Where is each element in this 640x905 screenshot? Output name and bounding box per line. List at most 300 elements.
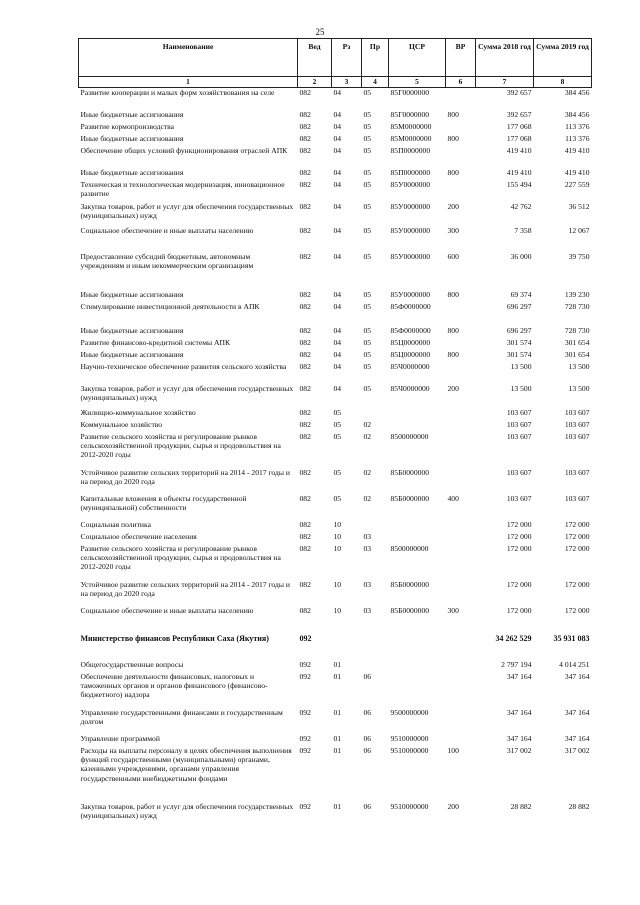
cell-rz: 04: [333, 301, 342, 311]
cell-name: Закупка товаров, работ и услуг для обеспечения государственных (муниципальных) нужд: [80, 801, 294, 820]
cell-sum-2019: 172 000: [564, 519, 590, 529]
cell-vr: [446, 338, 476, 350]
cell-vr: [446, 362, 476, 384]
header-sum-2019: Сумма 2019 год: [534, 39, 592, 77]
table-row: [79, 350, 592, 362]
cell-sum-2018: 172 000: [506, 579, 532, 589]
header-ved: Вед: [298, 39, 332, 77]
cell-csr: 85Б0000000: [390, 605, 430, 615]
cell-vr: 200: [447, 201, 459, 211]
cell-sum-2019: 172 000: [564, 579, 590, 589]
cell-name: Научно-техническое обеспечение развития сельского хозяйства: [80, 361, 287, 371]
cell-vr: 300: [447, 605, 459, 615]
cell-ved: 082: [299, 407, 311, 417]
cell-csr: 85Ц0000000: [390, 337, 431, 347]
cell-vr: [446, 544, 476, 580]
cell-pr: 02: [363, 431, 372, 441]
cell-ved: 082: [299, 109, 311, 119]
cell-sum-2019: 12 067: [568, 225, 590, 235]
cell-name: Капитальные вложения в объекты государственной (муниципальной) собственности: [80, 493, 247, 512]
cell-sum-2018: 392 657: [506, 88, 532, 97]
cell-name: Жилищно-коммунальное хозяйство: [80, 407, 196, 417]
cell-sum-2019: 347 164: [564, 733, 590, 743]
cell-name: Устойчивое развитие сельских территорий на 2014 - 2017 годы и на период до 2020 года: [80, 467, 290, 486]
cell-pr: 06: [363, 801, 372, 811]
cell-rz: 04: [333, 121, 342, 131]
header-number: 5: [389, 77, 446, 88]
cell-rz: 04: [333, 337, 342, 347]
table-row: [79, 384, 592, 408]
cell-csr: 9510000000: [390, 733, 429, 743]
cell-sum-2019: 172 000: [564, 531, 590, 541]
cell-rz: 04: [333, 109, 342, 119]
table-row: [79, 134, 592, 146]
cell-vr: [446, 708, 476, 734]
cell-rz: 05: [333, 431, 342, 441]
cell-vr: [446, 122, 476, 134]
cell-name: Обеспечение деятельности финансовых, налоговых и таможенных органов и органов финансового (финансово-бюджетного) надзора: [80, 671, 268, 700]
cell-pr: 02: [363, 493, 372, 503]
table-row: [79, 580, 592, 606]
cell-rz: [332, 634, 362, 660]
cell-sum-2018: 347 164: [506, 733, 532, 743]
table-row: [79, 122, 592, 134]
cell-sum-2018: 177 068: [506, 121, 532, 131]
cell-sum-2019: 28 882: [568, 801, 590, 811]
cell-sum-2018: 347 164: [506, 707, 532, 717]
cell-vr: [446, 302, 476, 326]
cell-csr: 85П0000000: [390, 167, 431, 177]
cell-pr: 02: [363, 419, 372, 429]
cell-name: Развитие кормопроизводства: [80, 121, 175, 131]
cell-rz: 05: [333, 467, 342, 477]
cell-pr: 05: [363, 88, 372, 97]
cell-pr: 06: [363, 733, 372, 743]
cell-ved: 092: [299, 801, 311, 811]
header-number: 3: [332, 77, 362, 88]
cell-sum-2018: 103 607: [506, 419, 532, 429]
cell-csr: [389, 408, 446, 420]
cell-pr: 06: [363, 671, 372, 681]
cell-vr: [446, 660, 476, 672]
cell-name: Управление государственными финансами и государственным долгом: [80, 707, 283, 726]
table-row: [79, 468, 592, 494]
header-number: 8: [534, 77, 592, 88]
cell-pr: 05: [363, 225, 372, 235]
cell-rz: 04: [333, 325, 342, 335]
cell-csr: 85Г0000000: [390, 109, 430, 119]
cell-ved: 082: [299, 225, 311, 235]
cell-name: Социальное обеспечение и иные выплаты населению: [80, 225, 254, 235]
cell-name: Иные бюджетные ассигнования: [80, 167, 184, 177]
cell-sum-2018: 103 607: [506, 431, 532, 441]
cell-vr: 400: [447, 493, 459, 503]
table-row: [79, 532, 592, 544]
cell-sum-2019: 227 559: [564, 179, 590, 189]
cell-sum-2019: 36 512: [568, 201, 590, 211]
cell-ved: 082: [299, 301, 311, 311]
table-row: [79, 672, 592, 708]
table-row: [79, 302, 592, 326]
cell-vr: [446, 146, 476, 168]
cell-sum-2018: 172 000: [506, 531, 532, 541]
cell-sum-2019: 347 164: [564, 671, 590, 681]
cell-pr: 05: [363, 121, 372, 131]
cell-ved: 082: [299, 349, 311, 359]
cell-sum-2019: 384 456: [564, 109, 590, 119]
table-row: [79, 180, 592, 202]
cell-ved: 082: [299, 325, 311, 335]
cell-pr: 05: [363, 301, 372, 311]
cell-name: Стимулирование инвестиционной деятельности в АПК: [80, 301, 260, 311]
table-header-row: [79, 39, 592, 77]
cell-ved: 092: [299, 707, 311, 717]
table-row: [79, 252, 592, 290]
cell-ved: 082: [299, 531, 311, 541]
cell-name: Закупка товаров, работ и услуг для обеспечения государственных (муниципальных) нужд: [80, 383, 294, 402]
cell-name: Управление программой: [80, 733, 160, 743]
cell-rz: 04: [333, 133, 342, 143]
table-row: [79, 408, 592, 420]
cell-csr: [389, 672, 446, 708]
table-row: [79, 660, 592, 672]
cell-sum-2019: 301 654: [564, 337, 590, 347]
cell-sum-2019: 728 730: [564, 301, 590, 311]
cell-name: Социальная политика: [80, 519, 151, 529]
cell-name: Расходы на выплаты персоналу в целях обеспечения выполнения функций государственными (муниципальными) органами, казенными учреждениями, органами управления государственными внебюджетными фондами: [80, 745, 292, 783]
cell-pr: [362, 408, 389, 420]
cell-csr: 85Ф0000000: [390, 301, 431, 311]
cell-sum-2018: 103 607: [506, 493, 532, 503]
cell-vr: 100: [447, 745, 459, 755]
cell-csr: 85У0000000: [390, 179, 431, 189]
cell-sum-2019: 35 931 083: [553, 633, 590, 643]
cell-ved: 082: [299, 579, 311, 589]
cell-ved: 082: [299, 251, 311, 261]
cell-sum-2018: 301 574: [506, 337, 532, 347]
cell-sum-2019: 4 014 251: [559, 659, 590, 669]
cell-ved: 082: [299, 493, 311, 503]
cell-sum-2019: 39 750: [568, 251, 590, 261]
cell-rz: 04: [333, 349, 342, 359]
cell-csr: 85Б0000000: [390, 493, 430, 503]
cell-name: Устойчивое развитие сельских территорий на 2014 - 2017 годы и на период до 2020 года: [80, 579, 290, 598]
cell-name: Иные бюджетные ассигнования: [80, 109, 184, 119]
cell-ved: 082: [299, 121, 311, 131]
table-body: [79, 88, 592, 826]
cell-rz: 04: [333, 289, 342, 299]
cell-csr: 85М0000000: [390, 121, 432, 131]
cell-vr: [446, 634, 476, 660]
cell-csr: 85Ц0000000: [390, 349, 431, 359]
cell-vr: 800: [447, 289, 459, 299]
cell-csr: 85У0000000: [390, 201, 431, 211]
cell-sum-2019: 13 500: [568, 361, 590, 371]
cell-name: Развитие кооперации и малых форм хозяйствования на селе: [80, 88, 275, 97]
cell-vr: 300: [447, 225, 459, 235]
cell-sum-2019: 103 607: [564, 419, 590, 429]
table-row: [79, 802, 592, 826]
cell-rz: 04: [333, 167, 342, 177]
cell-name: Техническая и технологическая модернизация, инновационное развитие: [80, 179, 285, 198]
cell-name: Закупка товаров, работ и услуг для обеспечения государственных (муниципальных) нужд: [80, 201, 294, 220]
cell-vr: 600: [447, 251, 459, 261]
cell-vr: 800: [447, 133, 459, 143]
header-number: 7: [476, 77, 534, 88]
cell-ved: 082: [299, 467, 311, 477]
cell-vr: [446, 432, 476, 468]
cell-rz: 05: [333, 407, 342, 417]
table-row: [79, 326, 592, 338]
cell-sum-2019: 103 607: [564, 493, 590, 503]
cell-ved: 082: [299, 361, 311, 371]
cell-rz: 10: [333, 519, 342, 529]
cell-name: Иные бюджетные ассигнования: [80, 289, 184, 299]
cell-sum-2018: 42 762: [510, 201, 532, 211]
cell-pr: 03: [363, 579, 372, 589]
cell-vr: [446, 520, 476, 532]
cell-rz: 04: [333, 179, 342, 189]
cell-pr: 05: [363, 145, 372, 155]
cell-vr: [446, 580, 476, 606]
cell-pr: 05: [363, 133, 372, 143]
cell-sum-2018: 7 358: [514, 225, 532, 235]
cell-ved: 082: [299, 383, 311, 393]
cell-csr: 8500000000: [390, 431, 429, 441]
cell-rz: 01: [333, 671, 342, 681]
cell-csr: 85Г0000000: [390, 88, 430, 97]
cell-vr: [446, 532, 476, 544]
cell-vr: [446, 420, 476, 432]
cell-csr: [389, 420, 446, 432]
cell-sum-2018: 34 262 529: [495, 633, 532, 643]
cell-sum-2018: 13 500: [510, 361, 532, 371]
cell-sum-2019: 103 607: [564, 431, 590, 441]
cell-name: Иные бюджетные ассигнования: [80, 133, 184, 143]
table-row: [79, 432, 592, 468]
cell-ved: 082: [299, 605, 311, 615]
cell-sum-2019: 113 376: [565, 121, 590, 131]
cell-rz: 04: [333, 383, 342, 393]
cell-ved: 082: [299, 543, 311, 553]
cell-sum-2019: 172 000: [564, 543, 590, 553]
cell-ved: 092: [299, 671, 311, 681]
cell-rz: 04: [333, 88, 342, 97]
cell-csr: 85Ч0000000: [390, 383, 430, 393]
cell-name: Социальное обеспечение и иные выплаты населению: [80, 605, 254, 615]
cell-sum-2019: 317 002: [564, 745, 590, 755]
cell-vr: [446, 88, 476, 110]
cell-sum-2018: 28 882: [510, 801, 532, 811]
cell-ved: 092: [299, 733, 311, 743]
cell-ved: 082: [299, 519, 311, 529]
cell-rz: 04: [333, 251, 342, 261]
cell-vr: 800: [447, 167, 459, 177]
table-row: [79, 520, 592, 532]
cell-sum-2019: 384 456: [564, 88, 590, 97]
cell-rz: 10: [333, 543, 342, 553]
cell-sum-2018: 103 607: [506, 467, 532, 477]
table-row: [79, 88, 592, 110]
cell-rz: 04: [333, 145, 342, 155]
cell-rz: 05: [333, 419, 342, 429]
header-number: 6: [446, 77, 476, 88]
cell-sum-2018: 103 607: [506, 407, 532, 417]
cell-pr: 05: [363, 251, 372, 261]
cell-ved: 082: [299, 88, 311, 97]
cell-csr: 85Б0000000: [390, 467, 430, 477]
cell-sum-2018: 696 297: [506, 325, 532, 335]
table-row: [79, 544, 592, 580]
cell-sum-2018: 2 797 194: [501, 659, 532, 669]
cell-rz: 01: [333, 707, 342, 717]
cell-rz: 04: [333, 225, 342, 235]
cell-ved: 082: [299, 133, 311, 143]
table-row: [79, 110, 592, 122]
cell-sum-2019: 139 230: [564, 289, 590, 299]
cell-sum-2019: 301 654: [564, 349, 590, 359]
cell-name: Развитие финансово-кредитной системы АПК: [80, 337, 231, 347]
cell-pr: 05: [363, 349, 372, 359]
header-csr: ЦСР: [389, 39, 446, 77]
cell-pr: 05: [363, 289, 372, 299]
cell-csr: 9510000000: [390, 745, 429, 755]
cell-sum-2019: 113 376: [565, 133, 590, 143]
cell-sum-2018: 419 410: [506, 167, 532, 177]
cell-ved: 082: [299, 431, 311, 441]
cell-csr: [389, 660, 446, 672]
cell-pr: 06: [363, 707, 372, 717]
cell-ved: 092: [299, 659, 311, 669]
cell-rz: 05: [333, 493, 342, 503]
cell-vr: [446, 468, 476, 494]
cell-ved: 082: [299, 179, 311, 189]
cell-name: Предоставление субсидий бюджетным, автономным учреждениям и иным некоммерческим организациям: [80, 251, 254, 270]
cell-sum-2019: 103 607: [564, 467, 590, 477]
cell-ved: 082: [299, 419, 311, 429]
header-sum-2018: Сумма 2018 год: [476, 39, 534, 77]
cell-pr: 05: [363, 337, 372, 347]
cell-rz: 04: [333, 361, 342, 371]
header-number: 4: [362, 77, 389, 88]
cell-name: Общегосударственные вопросы: [80, 659, 184, 669]
cell-rz: 10: [333, 531, 342, 541]
cell-vr: 800: [447, 109, 459, 119]
cell-name: Социальное обеспечение населения: [80, 531, 197, 541]
cell-vr: 200: [447, 383, 459, 393]
table-row: [79, 420, 592, 432]
cell-rz: 01: [333, 733, 342, 743]
cell-pr: [362, 634, 389, 660]
cell-csr: 85У0000000: [390, 225, 431, 235]
cell-pr: 05: [363, 325, 372, 335]
table-row: [79, 202, 592, 226]
cell-sum-2018: 36 000: [510, 251, 532, 261]
cell-csr: 9510000000: [390, 801, 429, 811]
header-number: 2: [298, 77, 332, 88]
cell-vr: [446, 408, 476, 420]
cell-csr: 85Ф0000000: [390, 325, 431, 335]
cell-name: Развитие сельского хозяйства и регулирование рынков сельскохозяйственной продукции, сырья и продовольствия на 2012-2020 годы: [80, 431, 281, 460]
cell-name: Иные бюджетные ассигнования: [80, 349, 184, 359]
cell-sum-2018: 69 374: [510, 289, 532, 299]
cell-rz: 10: [333, 605, 342, 615]
cell-name: Иные бюджетные ассигнования: [80, 325, 184, 335]
cell-sum-2018: 301 574: [506, 349, 532, 359]
cell-pr: 02: [363, 467, 372, 477]
cell-vr: 800: [447, 325, 459, 335]
table-header-numbers-row: [79, 77, 592, 88]
header-vr: ВР: [446, 39, 476, 77]
cell-pr: [362, 660, 389, 672]
table-row: [79, 226, 592, 252]
cell-ved: 082: [299, 145, 311, 155]
table-row: [79, 146, 592, 168]
cell-name: Обеспечение общих условий функционирования отраслей АПК: [80, 145, 288, 155]
table-row: [79, 634, 592, 660]
cell-pr: 05: [363, 383, 372, 393]
cell-pr: 06: [363, 745, 372, 755]
cell-sum-2019: 13 500: [568, 383, 590, 393]
cell-sum-2019: 728 730: [564, 325, 590, 335]
header-pr: Пр: [362, 39, 389, 77]
cell-sum-2018: 347 164: [506, 671, 532, 681]
table-row: [79, 338, 592, 350]
cell-csr: 9500000000: [390, 707, 429, 717]
cell-vr: [446, 734, 476, 746]
cell-sum-2018: 13 500: [510, 383, 532, 393]
cell-sum-2018: 155 494: [506, 179, 532, 189]
header-rz: Рз: [332, 39, 362, 77]
cell-pr: [362, 520, 389, 532]
cell-ved: 082: [299, 337, 311, 347]
cell-csr: 85М0000000: [390, 133, 432, 143]
cell-vr: [446, 672, 476, 708]
cell-sum-2018: 172 000: [506, 543, 532, 553]
cell-sum-2019: 103 607: [564, 407, 590, 417]
cell-sum-2019: 172 000: [564, 605, 590, 615]
cell-vr: [446, 180, 476, 202]
cell-rz: 10: [333, 579, 342, 589]
cell-sum-2019: 347 164: [564, 707, 590, 717]
cell-name: Министерство финансов Республики Саха (Якутия): [80, 633, 269, 643]
cell-pr: 05: [363, 109, 372, 119]
cell-csr: 8500000000: [390, 543, 429, 553]
cell-csr: 85Ч0000000: [390, 361, 430, 371]
cell-pr: 05: [363, 361, 372, 371]
cell-rz: 04: [333, 201, 342, 211]
table-row: [79, 168, 592, 180]
cell-sum-2018: 392 657: [506, 109, 532, 119]
cell-csr: 85У0000000: [390, 251, 431, 261]
cell-csr: [389, 532, 446, 544]
cell-sum-2018: 172 000: [506, 519, 532, 529]
cell-pr: 05: [363, 201, 372, 211]
cell-pr: 03: [363, 543, 372, 553]
cell-pr: 03: [363, 531, 372, 541]
cell-ved: 082: [299, 167, 311, 177]
cell-name: Развитие сельского хозяйства и регулирование рынков сельскохозяйственной продукции, сырья и продовольствия на 2012-2020 годы: [80, 543, 281, 572]
page-number: 25: [315, 27, 325, 37]
cell-rz: 01: [333, 745, 342, 755]
cell-csr: 85П0000000: [390, 145, 431, 155]
cell-sum-2018: 696 297: [506, 301, 532, 311]
cell-rz: 01: [333, 659, 342, 669]
cell-sum-2018: 172 000: [506, 605, 532, 615]
header-number: 1: [79, 77, 298, 88]
cell-sum-2018: 317 002: [506, 745, 532, 755]
cell-ved: 082: [299, 289, 311, 299]
